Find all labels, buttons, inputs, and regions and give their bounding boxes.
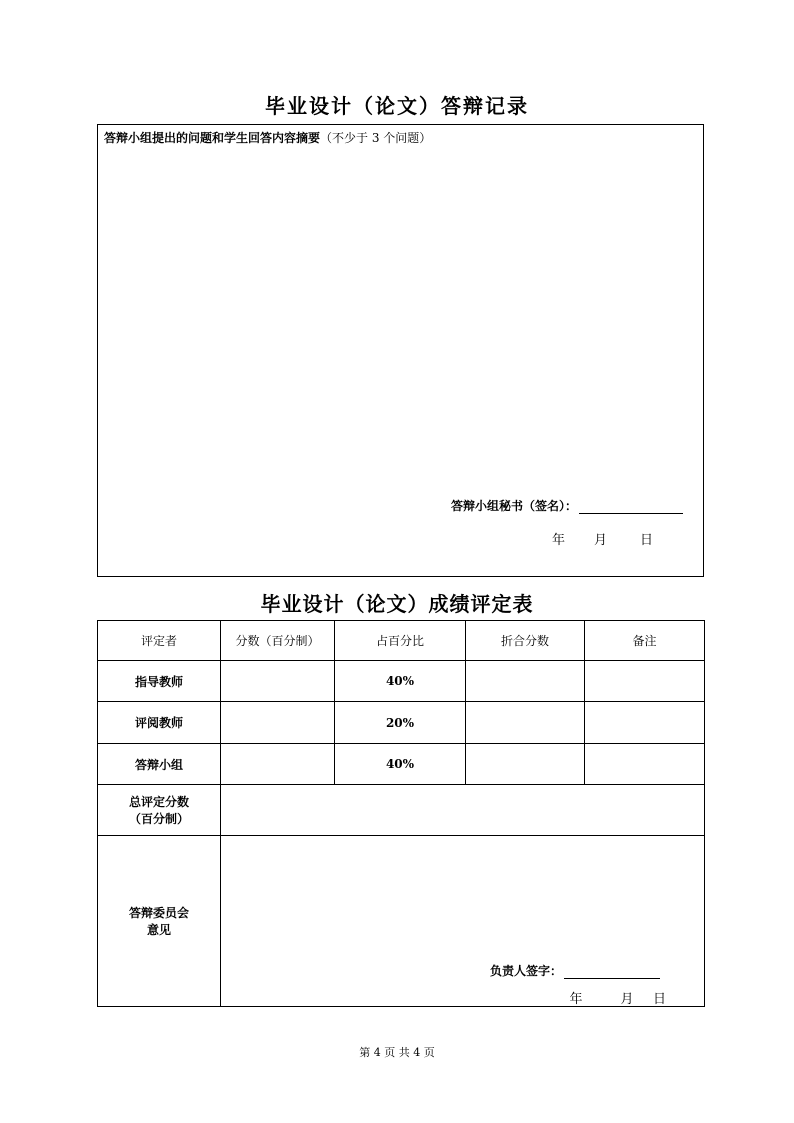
row-converted-cell[interactable] (466, 744, 585, 785)
table-row (98, 744, 705, 785)
responsible-signature-line[interactable] (564, 964, 660, 979)
opinion-date-year: 年 (569, 992, 583, 1007)
opinion-date (551, 988, 666, 1007)
row-percent: 20% (335, 702, 466, 744)
table-row (98, 661, 705, 702)
record-date (552, 529, 653, 548)
total-score-cell[interactable] (221, 785, 705, 836)
header-remark: 备注 (585, 621, 705, 661)
record-date-year: 年 (552, 533, 566, 548)
secretary-signature-line[interactable] (579, 499, 683, 514)
secretary-signature (451, 497, 683, 514)
opinion-label-line2: 意见 (146, 923, 171, 937)
row-remark-cell[interactable] (585, 744, 705, 785)
record-date-month: 月 (594, 533, 608, 548)
qa-prompt-note: （不少于 3 个问题） (320, 131, 432, 145)
total-label-line1: 总评定分数 (128, 795, 189, 809)
row-score-cell[interactable] (221, 702, 335, 744)
row-converted-cell[interactable] (466, 661, 585, 702)
total-label-line2: （百分制） (128, 812, 189, 826)
row-converted-cell[interactable] (466, 702, 585, 744)
grade-header-row (98, 621, 705, 661)
grade-table (97, 620, 705, 1007)
grade-title: 毕业设计（论文）成绩评定表 (260, 592, 534, 616)
qa-record-box[interactable] (97, 124, 704, 577)
qa-prompt (104, 129, 431, 146)
responsible-signature (490, 962, 660, 979)
opinion-label (98, 836, 221, 1007)
row-evaluator: 答辩小组 (98, 744, 221, 785)
row-percent: 40% (335, 744, 466, 785)
row-evaluator: 指导教师 (98, 661, 221, 702)
responsible-label: 负责人签字： (489, 964, 562, 978)
total-row (98, 785, 705, 836)
row-evaluator: 评阅教师 (98, 702, 221, 744)
opinion-label-line1: 答辩委员会 (128, 906, 189, 920)
row-score-cell[interactable] (221, 744, 335, 785)
record-title: 毕业设计（论文）答辩记录 (265, 94, 529, 118)
opinion-row (98, 836, 705, 1007)
table-row (98, 702, 705, 744)
page-footer: 第 4 页 共 4 页 (359, 1046, 435, 1059)
row-percent: 40% (335, 661, 466, 702)
opinion-date-day: 日 (653, 992, 667, 1007)
opinion-cell[interactable] (221, 836, 705, 1007)
secretary-label: 答辩小组秘书（签名）： (450, 499, 577, 513)
row-remark-cell[interactable] (585, 661, 705, 702)
header-converted: 折合分数 (466, 621, 585, 661)
header-percent: 占百分比 (335, 621, 466, 661)
header-evaluator: 评定者 (98, 621, 221, 661)
row-score-cell[interactable] (221, 661, 335, 702)
qa-prompt-label: 答辩小组提出的问题和学生回答内容摘要 (104, 131, 321, 145)
opinion-date-month: 月 (620, 992, 634, 1007)
header-score: 分数（百分制） (221, 621, 335, 661)
row-remark-cell[interactable] (585, 702, 705, 744)
total-label (98, 785, 221, 836)
record-date-day: 日 (640, 533, 654, 548)
